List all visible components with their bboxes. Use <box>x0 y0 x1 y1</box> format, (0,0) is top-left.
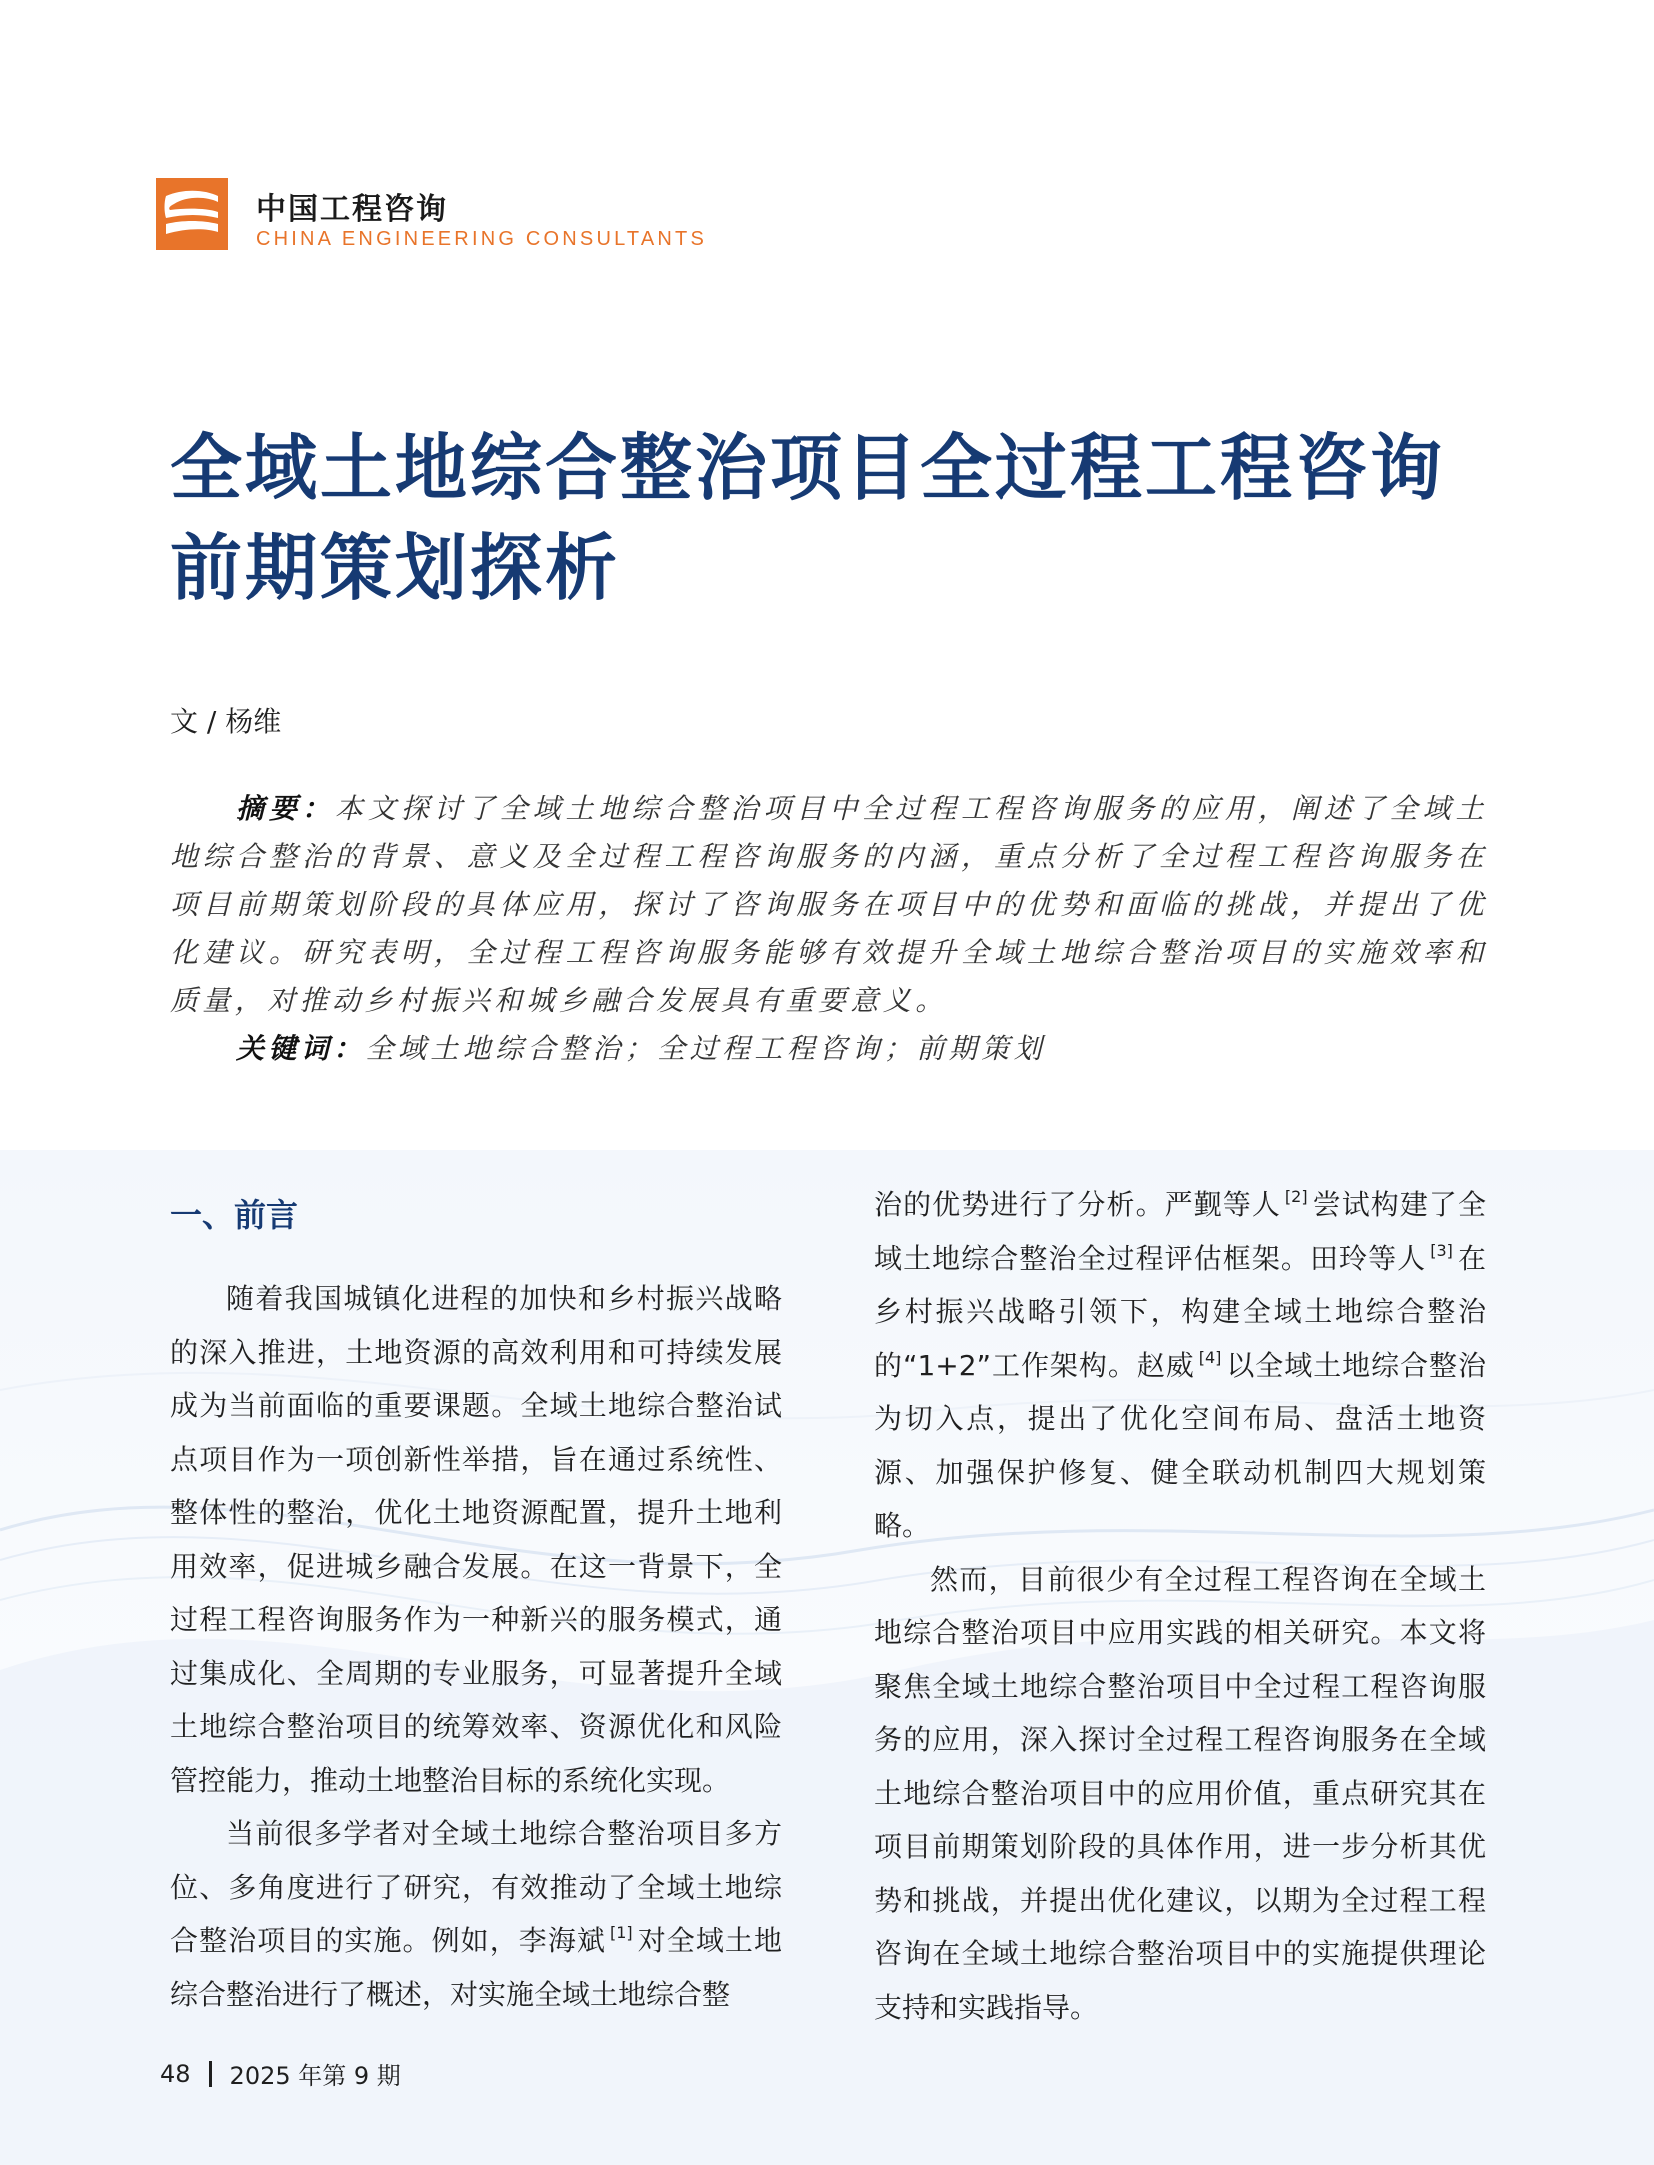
body-paragraph <box>874 1178 1486 1553</box>
body-text: 以全域土地综合整治为切入点，提出了优化空间布局、盘活土地资源、加强保护修复、健全联动机制四大规划策略。 <box>874 1348 1486 1542</box>
body-text: 治的优势进行了分析。严觐等人 <box>874 1188 1281 1221</box>
reference-marker[interactable]: [4] <box>1198 1347 1222 1367</box>
body-column-right <box>874 1178 1486 2034</box>
reference-marker[interactable]: [2] <box>1284 1187 1308 1206</box>
reference-marker[interactable]: [1] <box>609 1923 633 1942</box>
abstract-text: 本文探讨了全域土地综合整治项目中全过程工程咨询服务的应用，阐述了全域土地综合整治的背景、意义及全过程工程咨询服务的内涵，重点分析了全过程工程咨询服务在项目前期策划阶段的具体应用，探讨了咨询服务在项目中的优势和面临的挑战，并提出了优化建议。研究表明，全过程工程咨询服务能够有效提升全域土地综合整治项目的实施效率和质量，对推动乡村振兴和城乡融合发展具有重要意义。 <box>170 792 1488 1017</box>
body-text: 尝试构建了全域土地综合整治全过程评估框架。田玲等人 <box>874 1188 1486 1275</box>
body-column-left <box>170 1272 782 2021</box>
body-text: 当前很多学者对全域土地综合整治项目多方位、多角度进行了研究，有效推动了全域土地综合整治项目的实施。例如，李海斌 <box>170 1817 782 1957</box>
footer-divider <box>209 2061 212 2087</box>
journal-name-cn: 中国工程咨询 <box>256 192 448 227</box>
page-number: 48 <box>160 2059 191 2088</box>
body-paragraph <box>170 1807 782 2021</box>
journal-logo-icon <box>156 178 228 250</box>
article-title <box>170 418 1510 618</box>
article-title-line-1: 全域土地综合整治项目全过程工程咨询 <box>170 425 1446 510</box>
issue-label: 2025 年第 9 期 <box>229 2062 401 2090</box>
section-heading-introduction: 一、前言 <box>170 1196 299 1234</box>
body-paragraph: 然而，目前很少有全过程工程咨询在全域土地综合整治项目中应用实践的相关研究。本文将聚焦全域土地综合整治项目中全过程工程咨询服务的应用，深入探讨全过程工程咨询服务在全域土地综合整治项目中的应用价值，重点研究其在项目前期策划阶段的具体作用，进一步分析其优势和挑战，并提出优化建议，以期为全过程工程咨询在全域土地综合整治项目中的实施提供理论支持和实践指导。 <box>874 1562 1486 2024</box>
abstract-block <box>170 785 1488 1073</box>
reference-marker[interactable]: [3] <box>1430 1240 1453 1260</box>
author-byline: 文 / 杨维 <box>170 705 282 738</box>
page-footer <box>160 2056 401 2091</box>
abstract-paragraph <box>170 785 1488 1025</box>
keywords-text: 全域土地综合整治；全过程工程咨询；前期策划 <box>365 1032 1047 1065</box>
article-title-line-2: 前期策划探析 <box>170 525 621 610</box>
journal-name-en: CHINA ENGINEERING CONSULTANTS <box>256 228 707 250</box>
keywords-line <box>170 1025 1488 1073</box>
keywords-label: 关键词： <box>236 1032 366 1065</box>
body-text: 在乡村振兴战略引领下，构建全域土地综合整治的“1+2”工作架构。赵威 <box>874 1241 1486 1382</box>
body-paragraph: 随着我国城镇化进程的加快和乡村振兴战略的深入推进，土地资源的高效利用和可持续发展成为当前面临的重要课题。全域土地综合整治试点项目作为一项创新性举措，旨在通过系统性、整体性的整治，优化土地资源配置，提升土地利用效率，促进城乡融合发展。在这一背景下，全过程工程咨询服务作为一种新兴的服务模式，通过集成化、全周期的专业服务，可显著提升全域土地综合整治项目的统筹效率、资源优化和风险管控能力，推动土地整治目标的系统化实现。 <box>170 1282 782 1797</box>
abstract-label: 摘要： <box>236 792 335 825</box>
body-text: 对全域土地综合整治进行了概述，对实施全域土地综合整 <box>170 1924 782 2011</box>
